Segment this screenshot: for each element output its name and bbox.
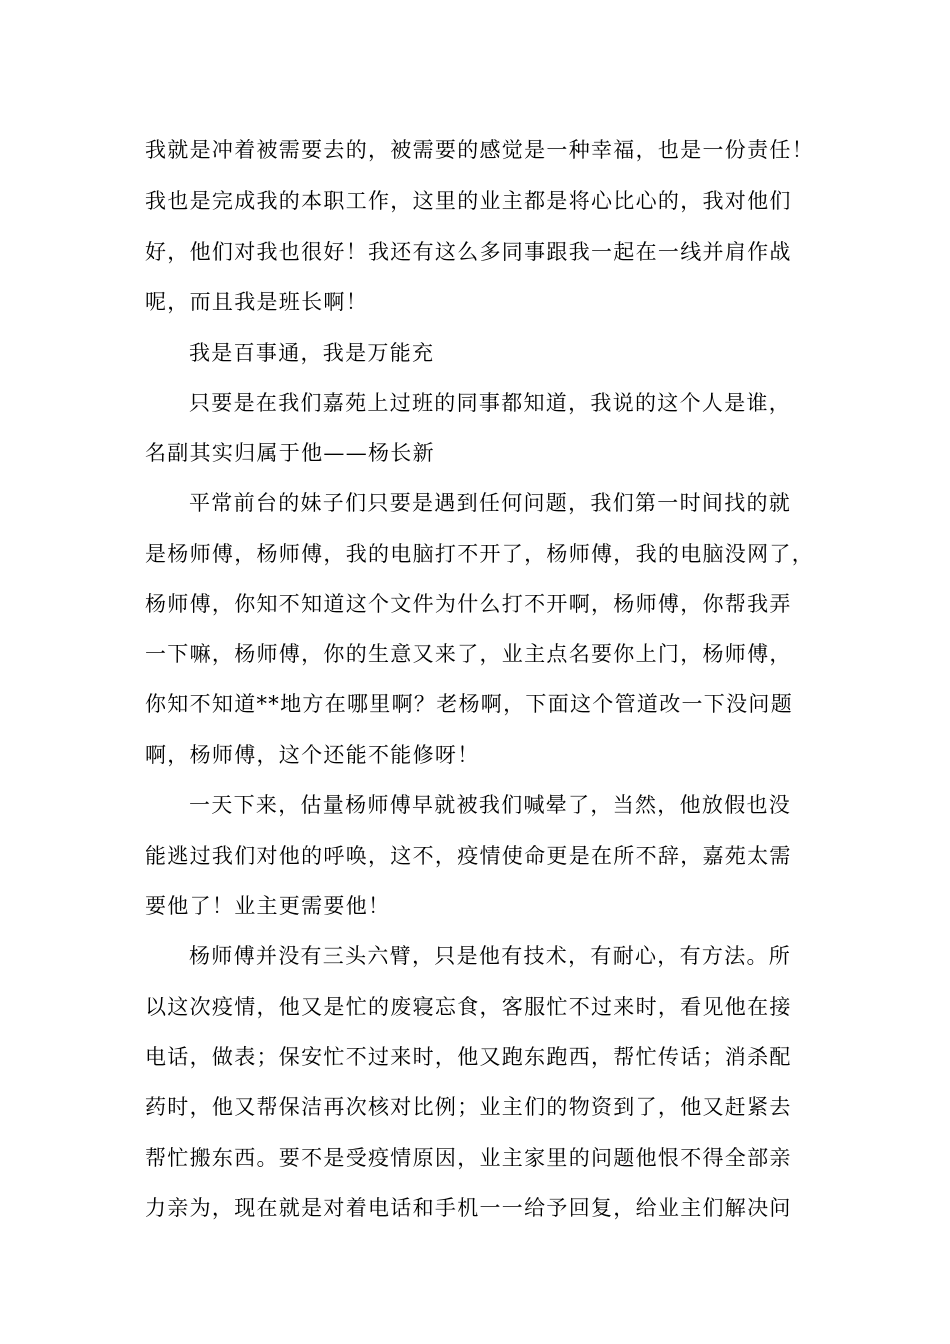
text-line: 啊，杨师傅，这个还能不能修呀！ xyxy=(145,743,480,767)
text-line: 电话，做表；保安忙不过来时，他又跑东跑西，帮忙传话；消杀配 xyxy=(145,1045,792,1069)
text-line: 杨师傅并没有三头六臂，只是他有技术，有耐心，有方法。所 xyxy=(189,944,792,968)
text-line: 要他了！业主更需要他！ xyxy=(145,894,391,918)
text-line: 我就是冲着被需要去的，被需要的感觉是一种幸福，也是一份责任！ xyxy=(145,138,814,162)
text-line: 你知不知道**地方在哪里啊？老杨啊，下面这个管道改一下没问题 xyxy=(145,692,793,716)
text-line: 我也是完成我的本职工作，这里的业主都是将心比心的，我对他们 xyxy=(145,189,792,213)
text-line: 名副其实归属于他——杨长新 xyxy=(145,441,435,465)
text-line: 以这次疫情，他又是忙的废寝忘食，客服忙不过来时，看见他在接 xyxy=(145,995,792,1019)
text-line: 帮忙搬东西。要不是受疫情原因，业主家里的问题他恨不得全部亲 xyxy=(145,1146,792,1170)
text-line: 呢，而且我是班长啊！ xyxy=(145,290,368,314)
text-line: 一下嘛，杨师傅，你的生意又来了，业主点名要你上门，杨师傅， xyxy=(145,642,792,666)
text-line: 能逃过我们对他的呼唤，这不，疫情使命更是在所不辞，嘉苑太需 xyxy=(145,844,792,868)
text-line: 是杨师傅，杨师傅，我的电脑打不开了，杨师傅，我的电脑没网了， xyxy=(145,542,814,566)
text-line: 只要是在我们嘉苑上过班的同事都知道，我说的这个人是谁， xyxy=(189,391,792,415)
text-line: 杨师傅，你知不知道这个文件为什么打不开啊，杨师傅，你帮我弄 xyxy=(145,592,792,616)
text-line: 平常前台的妹子们只要是遇到任何问题，我们第一时间找的就 xyxy=(189,491,792,515)
subheading: 我是百事通，我是万能充 xyxy=(189,341,435,365)
text-line: 好，他们对我也很好！我还有这么多同事跟我一起在一线并肩作战 xyxy=(145,240,792,264)
text-line: 一天下来，估量杨师傅早就被我们喊晕了，当然，他放假也没 xyxy=(189,793,792,817)
text-line: 药时，他又帮保洁再次核对比例；业主们的物资到了，他又赶紧去 xyxy=(145,1095,792,1119)
text-line: 力亲为，现在就是对着电话和手机一一给予回复，给业主们解决问 xyxy=(145,1196,792,1220)
